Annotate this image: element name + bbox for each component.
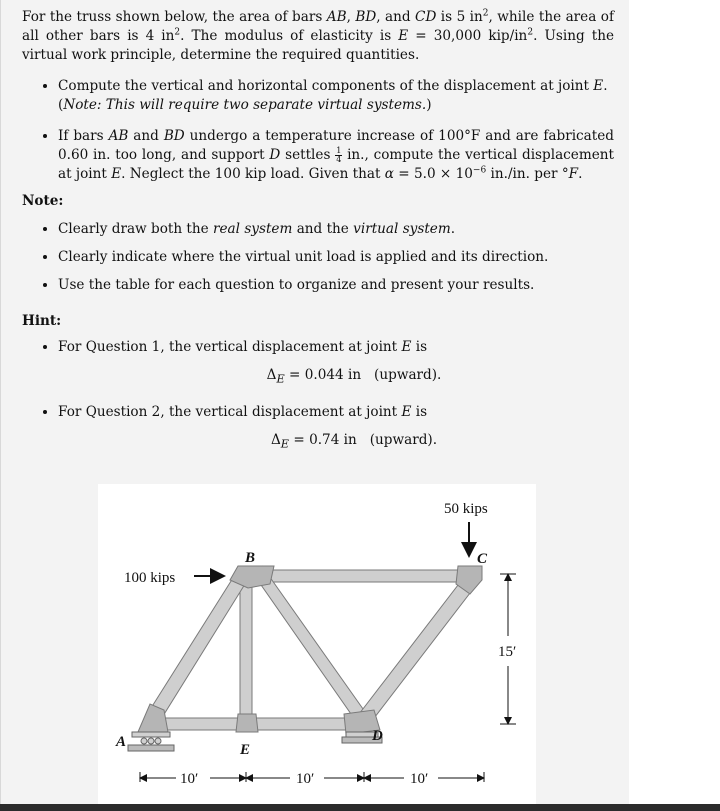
joint: E <box>111 166 122 182</box>
joint-label-c: C <box>477 551 488 567</box>
text: ) <box>426 97 432 113</box>
member-be <box>240 576 252 724</box>
note-item <box>58 220 650 239</box>
hint-item <box>58 338 650 389</box>
subscript: E <box>276 371 285 386</box>
joint: E <box>401 339 412 355</box>
sup: 2 <box>527 27 534 38</box>
window-bottom-edge <box>0 804 720 811</box>
hint-heading: Hint: <box>22 313 62 329</box>
text: . Neglect the 100 kip load. Given that <box>121 166 385 182</box>
text: For Question 1, the vertical displacement at joint <box>58 339 402 355</box>
text: . Using the virtual work principle, determine the required quantities. <box>22 28 615 63</box>
text: and <box>128 128 164 144</box>
text: = 30,000 kip/in <box>408 28 528 44</box>
text: For Question 2, the vertical displacement at joint <box>58 403 402 420</box>
gusset-e <box>236 714 258 732</box>
roller <box>155 738 161 744</box>
text: is 5 in <box>436 9 483 25</box>
text: , while the area of all other bars is 4 in <box>22 9 614 44</box>
support-a <box>128 732 174 751</box>
exponent: −6 <box>472 165 487 176</box>
text: , <box>346 9 356 25</box>
height-dim-label: 15′ <box>498 644 517 660</box>
roller <box>141 738 147 744</box>
joint-label-d: D <box>372 728 383 744</box>
joint-label-e: E <box>240 742 251 758</box>
span-label-1: 10′ <box>180 771 199 787</box>
hint-item <box>58 403 650 454</box>
joint-label-b: B <box>245 550 256 566</box>
text: . ( <box>58 78 608 113</box>
question-note: Note: This will require two separate virtual systems. <box>63 97 427 113</box>
member-dc <box>356 572 480 726</box>
modulus-symbol: E <box>398 28 409 44</box>
fraction-denominator: 4 <box>336 155 342 164</box>
text: in./in. per ° <box>486 166 569 182</box>
bar: AB <box>108 128 129 144</box>
equation-value: = 0.74 in (upward). <box>289 431 438 448</box>
text: in., compute the vertical displacement at joint <box>58 147 614 182</box>
question-1 <box>58 77 614 115</box>
truss-diagram <box>98 484 536 804</box>
load-label-b: 100 kips <box>124 570 176 586</box>
question-2 <box>58 127 614 184</box>
joint-label-a: A <box>116 734 127 750</box>
hint-equation <box>58 431 650 454</box>
note-heading: Note: <box>22 193 64 209</box>
support: D <box>269 147 281 163</box>
span-label-3: 10′ <box>410 771 429 787</box>
unit: F <box>568 166 579 182</box>
hint-equation <box>58 366 650 389</box>
joint: E <box>593 78 604 94</box>
truss-figure <box>98 484 536 804</box>
text: = 5.0 × 10 <box>393 166 473 182</box>
bar-ab: AB <box>326 9 347 25</box>
bar: BD <box>163 128 185 144</box>
member-bd <box>252 566 368 724</box>
text: undergo a temperature increase of 100°F and are fabricated 0.60 in. too long, and support <box>58 128 614 163</box>
problem-statement <box>22 8 614 65</box>
joint: E <box>401 403 412 420</box>
text: . The modulus of elasticity is <box>180 28 399 44</box>
ground-a <box>128 745 174 751</box>
hint-list <box>22 338 650 467</box>
alpha-symbol: α <box>384 166 394 182</box>
text: For the truss shown below, the area of bars <box>22 9 327 25</box>
note-list <box>22 220 650 304</box>
text: settles <box>280 147 336 163</box>
text: is <box>411 339 428 355</box>
text: . <box>450 221 456 237</box>
truss-members <box>146 566 480 730</box>
text: real system <box>213 221 293 237</box>
bar-cd: CD <box>415 9 437 25</box>
bar-bd: BD <box>355 9 377 25</box>
load-label-c: 50 kips <box>444 501 488 517</box>
sup: 2 <box>174 27 181 38</box>
equation-value: = 0.044 in (upward). <box>284 367 442 383</box>
fraction-numerator: 1 <box>336 146 342 155</box>
text: virtual system <box>353 221 451 237</box>
sup: 2 <box>482 8 489 19</box>
delta-symbol: Δ <box>270 431 281 448</box>
roller <box>148 738 154 744</box>
member-bc <box>246 570 476 582</box>
text: Clearly draw both the <box>58 221 214 237</box>
text: , and <box>376 9 416 25</box>
text: . <box>578 166 583 182</box>
note-item: • Use the table for each question to organize and present your results. <box>58 276 650 295</box>
text: If bars <box>58 128 109 144</box>
text: Compute the vertical and horizontal components of the displacement at joint <box>58 78 594 94</box>
span-label-2: 10′ <box>296 771 315 787</box>
member-ab <box>146 570 250 724</box>
member-ae-ed <box>152 718 366 730</box>
text: and the <box>292 221 354 237</box>
question-list <box>22 77 614 184</box>
support-plate-a <box>132 732 170 737</box>
text: is <box>411 403 428 420</box>
problem-content <box>22 8 615 451</box>
note-item: • Clearly indicate where the virtual unit load is applied and its direction. <box>58 248 650 267</box>
subscript: E <box>280 436 290 451</box>
delta-symbol: Δ <box>266 367 277 383</box>
